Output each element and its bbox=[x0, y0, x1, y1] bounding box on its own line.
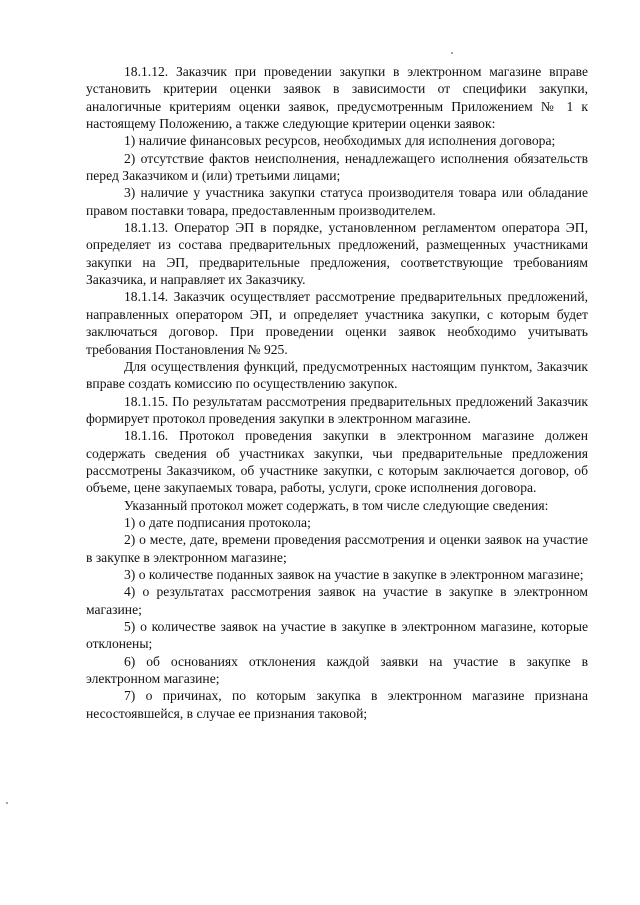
paragraph-protocol-intro: Указанный протокол может содержать, в том числе следующие сведения: bbox=[124, 497, 549, 513]
document-body bbox=[86, 63, 588, 722]
protocol-item-7: 7) о причинах, по которым закупка в электронном магазине признана несостоявшейся, в случае ее признания таковой; bbox=[86, 688, 588, 721]
paragraph-18-1-12: 18.1.12. Заказчик при проведении закупки в электронном магазине вправе установить критерии оценки заявок в зависимости от специфики закупки, аналогичные критериям оценки заявок, предусмотренным Приложением № 1 к настоящему Положению, а также следующие критерии оценки заявок: bbox=[86, 64, 588, 132]
paragraph-18-1-15: 18.1.15. По результатам рассмотрения предварительных предложений Заказчик формирует протокол проведения закупки в электронном магазине. bbox=[86, 393, 588, 426]
paragraph-18-1-13: 18.1.13. Оператор ЭП в порядке, установленном регламентом оператора ЭП, определяет из состава предварительных предложений, размещенных участниками закупки на ЭП, предварительные предложения, соответствующие требованиям Заказчика, и направляет их Заказчику. bbox=[86, 220, 588, 288]
criterion-item-1: 1) наличие финансовых ресурсов, необходимых для исполнения договора; bbox=[124, 133, 556, 149]
protocol-item-5: 5) о количестве заявок на участие в закупке в электронном магазине, которые отклонены; bbox=[86, 619, 588, 652]
protocol-item-1: 1) о дате подписания протокола; bbox=[124, 514, 311, 530]
paragraph-18-1-16: 18.1.16. Протокол проведения закупки в электронном магазине должен содержать сведения об участниках закупки, чьи предварительные предложения рассмотрены Заказчиком, об участнике закупки, с которым заключается договор, об объеме, цене закупаемых товара, работы, услуги, сроке исполнения договора. bbox=[86, 428, 588, 496]
protocol-item-4: 4) о результатах рассмотрения заявок на участие в закупке в электронном магазине; bbox=[86, 584, 588, 617]
criterion-item-2: 2) отсутствие фактов неисполнения, ненадлежащего исполнения обязательств перед Заказчиком и (или) третьими лицами; bbox=[86, 150, 588, 184]
scan-speck bbox=[6, 802, 8, 804]
paragraph-18-1-14: 18.1.14. Заказчик осуществляет рассмотрение предварительных предложений, направленных оператором ЭП, и определяет участника закупки, с которым будет заключаться договор. При проведении оценки заявок необходимо учитывать требования Постановления № 925. bbox=[86, 289, 588, 357]
protocol-item-3: 3) о количестве поданных заявок на участие в закупке в электронном магазине; bbox=[124, 566, 584, 582]
protocol-item-2: 2) о месте, дате, времени проведения рассмотрения и оценки заявок на участие в закупке в электронном магазине; bbox=[86, 532, 588, 565]
scan-speck bbox=[451, 52, 453, 54]
paragraph-commission: Для осуществления функций, предусмотренных настоящим пунктом, Заказчик вправе создать комиссию по осуществлению закупок. bbox=[86, 358, 588, 392]
protocol-item-6: 6) об основаниях отклонения каждой заявки на участие в закупке в электронном магазине; bbox=[86, 653, 588, 687]
criterion-item-3: 3) наличие у участника закупки статуса производителя товара или обладание правом поставки товара, предоставленным производителем. bbox=[86, 185, 588, 218]
